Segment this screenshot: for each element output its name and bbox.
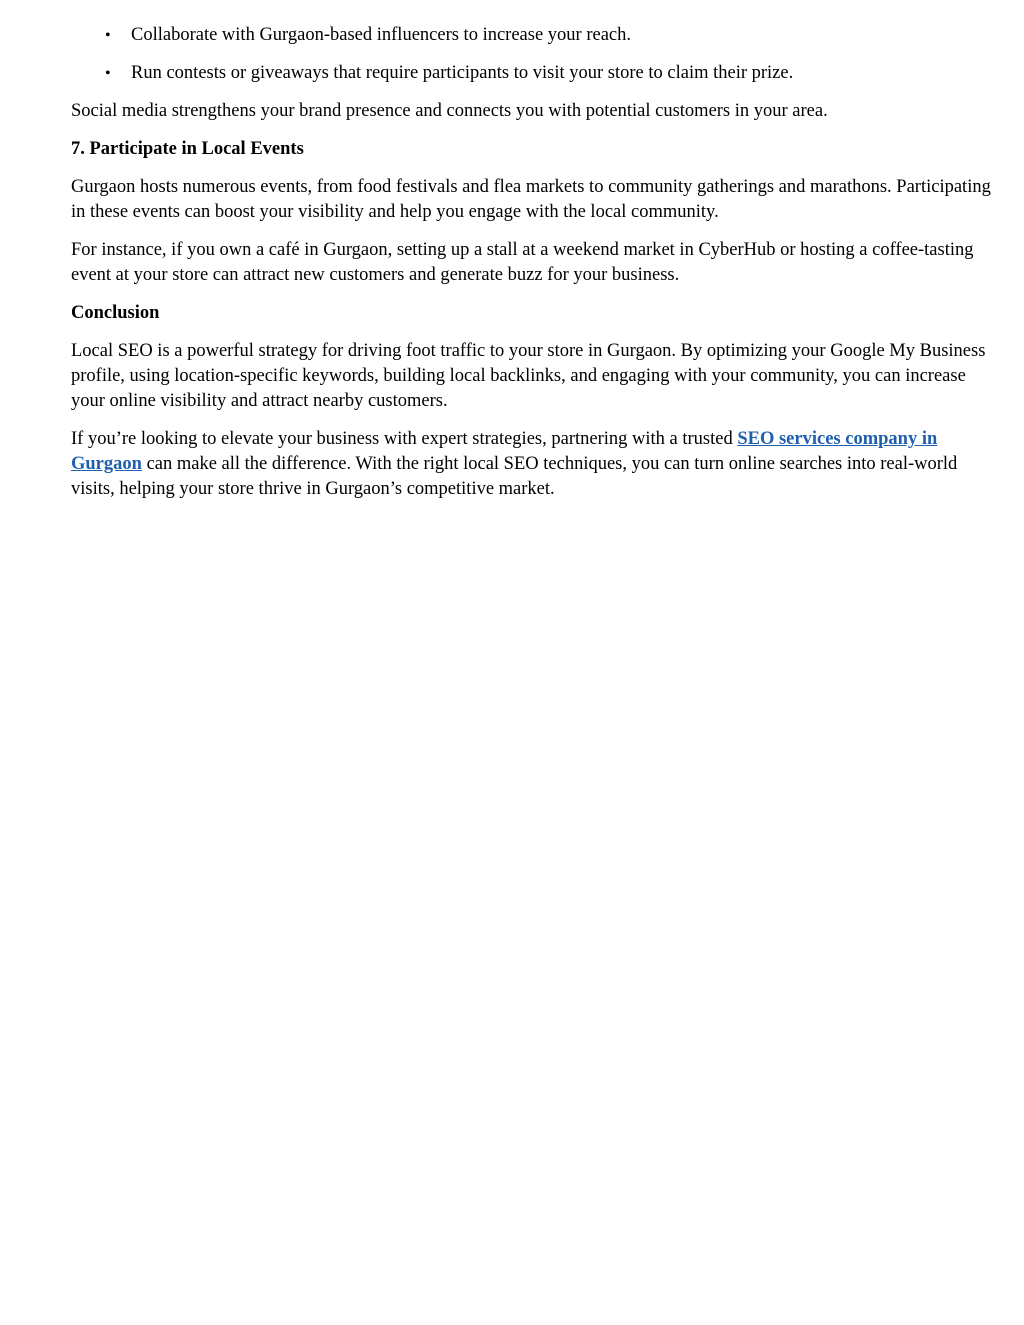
seo-services-link[interactable]: SEO services company in Gurgaon <box>71 429 938 474</box>
bullet-list <box>71 23 1001 86</box>
local-events-paragraph-1: Gurgaon hosts numerous events, from food festivals and flea markets to community gatherings and marathons. Participating in these events can boost your visibility and help you engage with the local community. <box>71 177 991 222</box>
social-summary-paragraph: Social media strengthens your brand presence and connects you with potential customers in your area. <box>71 101 828 121</box>
section-heading-local-events: 7. Participate in Local Events <box>71 139 304 159</box>
conclusion-paragraph-1: Local SEO is a powerful strategy for driving foot traffic to your store in Gurgaon. By optimizing your Google My Business profile, using location-specific keywords, building local backlinks, and engaging with your community, you can increase your online visibility and attract nearby customers. <box>71 341 986 411</box>
bullet-icon: • <box>105 27 111 44</box>
document-page <box>71 23 1001 515</box>
section-heading-conclusion: Conclusion <box>71 303 160 323</box>
list-item-text: Collaborate with Gurgaon-based influencers to increase your reach. <box>131 25 631 45</box>
conclusion-paragraph-2 <box>71 427 1001 502</box>
conclusion-text-before-link: If you’re looking to elevate your business with expert strategies, partnering with a trusted <box>71 429 738 449</box>
list-item <box>71 61 1001 86</box>
list-item <box>71 23 1001 48</box>
conclusion-text-after-link: can make all the difference. With the right local SEO techniques, you can turn online searches into real-world visits, helping your store thrive in Gurgaon’s competitive market. <box>71 454 958 499</box>
list-item-text: Run contests or giveaways that require participants to visit your store to claim their prize. <box>131 63 794 83</box>
bullet-icon: • <box>105 65 111 82</box>
local-events-paragraph-2: For instance, if you own a café in Gurgaon, setting up a stall at a weekend market in CyberHub or hosting a coffee-tasting event at your store can attract new customers and generate buzz for your business. <box>71 240 974 285</box>
